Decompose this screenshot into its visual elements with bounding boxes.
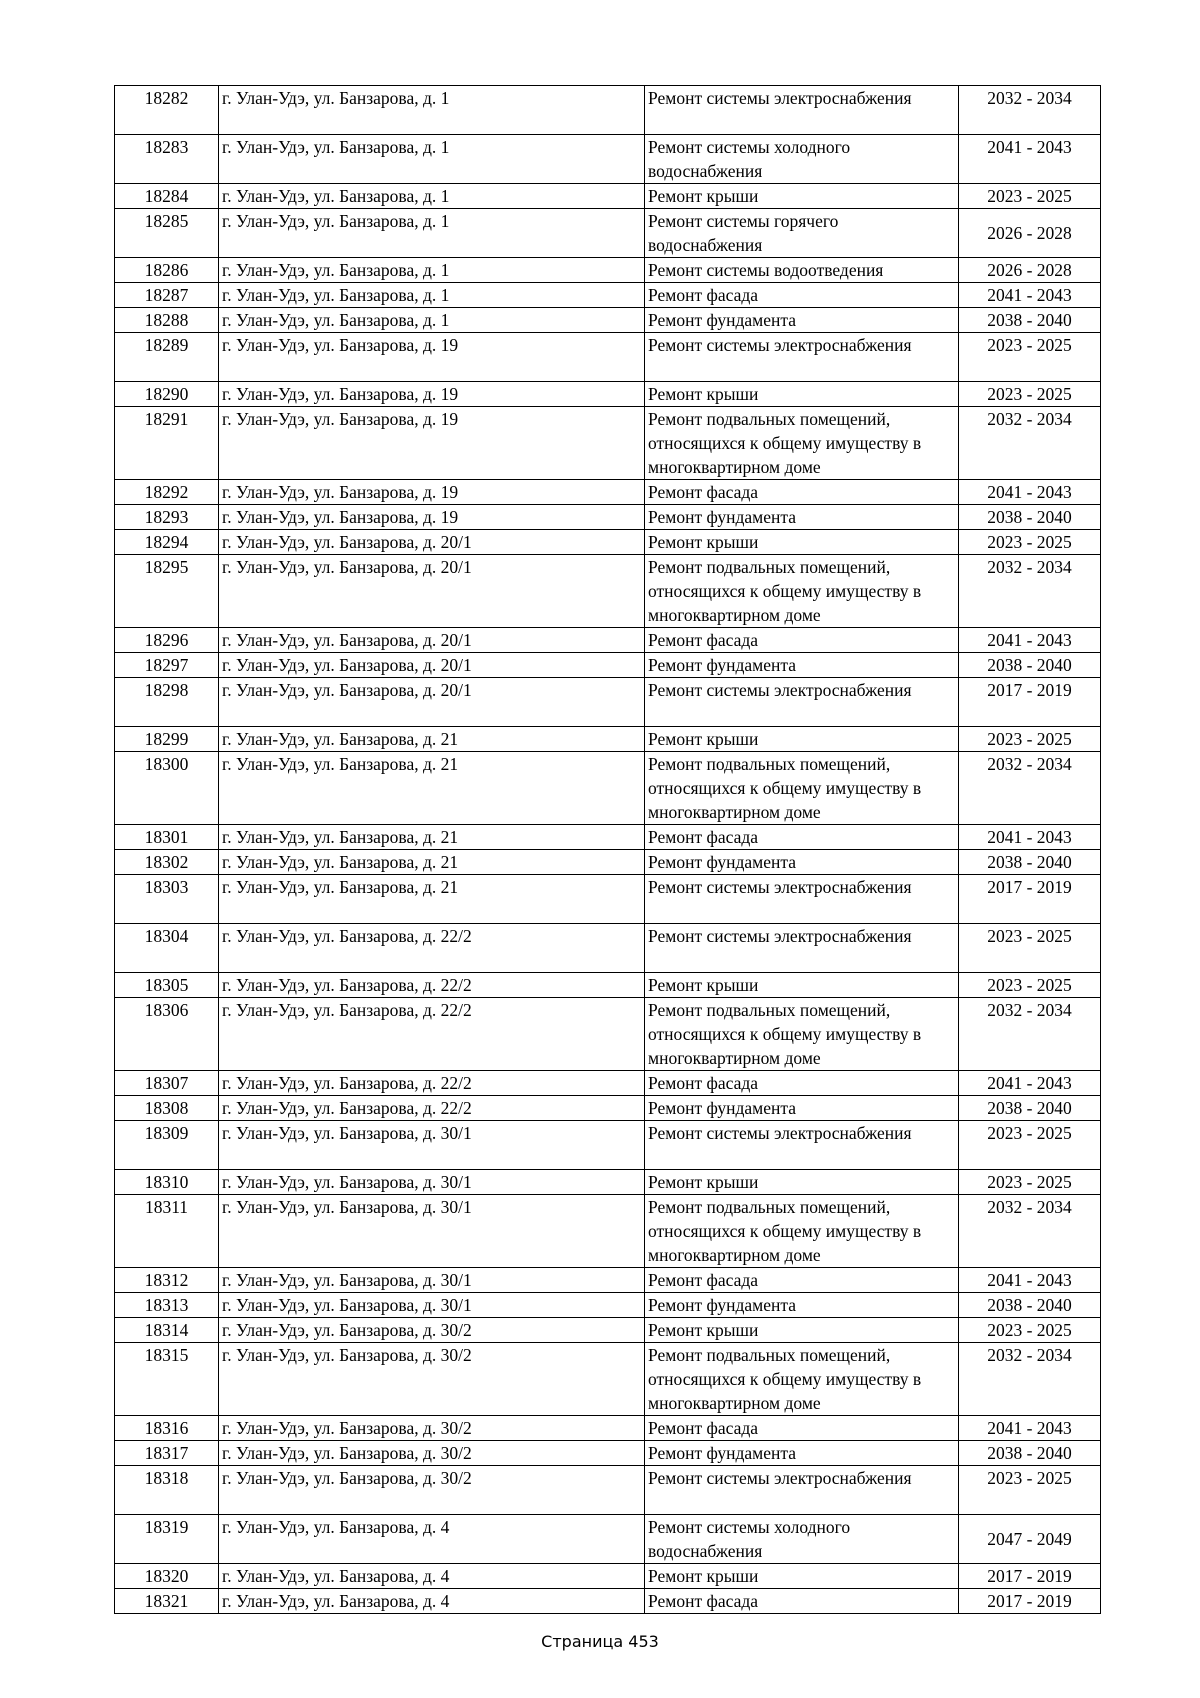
row-period: 2023 - 2025 [959, 530, 1101, 555]
row-number: 18285 [115, 209, 219, 258]
row-work-type: Ремонт крыши [645, 1564, 959, 1589]
table-row [115, 998, 1101, 1071]
row-number: 18312 [115, 1268, 219, 1293]
row-address: г. Улан-Удэ, ул. Банзарова, д. 30/2 [219, 1441, 645, 1466]
row-address: г. Улан-Удэ, ул. Банзарова, д. 30/1 [219, 1268, 645, 1293]
row-work-type: Ремонт фасада [645, 480, 959, 505]
row-number: 18292 [115, 480, 219, 505]
row-period: 2017 - 2019 [959, 875, 1101, 924]
row-work-type: Ремонт системы электроснабжения [645, 1121, 959, 1170]
row-period: 2023 - 2025 [959, 1170, 1101, 1195]
row-work-type: Ремонт крыши [645, 1170, 959, 1195]
table-row [115, 333, 1101, 382]
row-period: 2041 - 2043 [959, 283, 1101, 308]
row-address: г. Улан-Удэ, ул. Банзарова, д. 21 [219, 875, 645, 924]
table-row [115, 1268, 1101, 1293]
row-period: 2038 - 2040 [959, 505, 1101, 530]
row-period: 2038 - 2040 [959, 850, 1101, 875]
row-number: 18318 [115, 1466, 219, 1515]
row-period: 2023 - 2025 [959, 727, 1101, 752]
row-address: г. Улан-Удэ, ул. Банзарова, д. 1 [219, 283, 645, 308]
row-number: 18296 [115, 628, 219, 653]
row-period: 2041 - 2043 [959, 135, 1101, 184]
row-work-type: Ремонт фундамента [645, 850, 959, 875]
row-number: 18321 [115, 1589, 219, 1614]
row-address: г. Улан-Удэ, ул. Банзарова, д. 30/1 [219, 1170, 645, 1195]
row-work-type: Ремонт фасада [645, 1416, 959, 1441]
row-period: 2023 - 2025 [959, 1121, 1101, 1170]
row-work-type: Ремонт системы горячего водоснабжения [645, 209, 959, 258]
row-address: г. Улан-Удэ, ул. Банзарова, д. 1 [219, 135, 645, 184]
row-work-type: Ремонт системы электроснабжения [645, 875, 959, 924]
row-number: 18311 [115, 1195, 219, 1268]
row-number: 18290 [115, 382, 219, 407]
row-address: г. Улан-Удэ, ул. Банзарова, д. 4 [219, 1564, 645, 1589]
row-address: г. Улан-Удэ, ул. Банзарова, д. 30/2 [219, 1466, 645, 1515]
row-address: г. Улан-Удэ, ул. Банзарова, д. 22/2 [219, 998, 645, 1071]
row-number: 18317 [115, 1441, 219, 1466]
row-address: г. Улан-Удэ, ул. Банзарова, д. 1 [219, 308, 645, 333]
row-number: 18308 [115, 1096, 219, 1121]
row-work-type: Ремонт крыши [645, 973, 959, 998]
row-period: 2032 - 2034 [959, 1195, 1101, 1268]
row-work-type: Ремонт подвальных помещений, относящихся к общему имуществу в многоквартирном доме [645, 752, 959, 825]
row-period: 2032 - 2034 [959, 752, 1101, 825]
row-number: 18300 [115, 752, 219, 825]
row-number: 18297 [115, 653, 219, 678]
row-address: г. Улан-Удэ, ул. Банзарова, д. 21 [219, 825, 645, 850]
page-number: Страница 453 [541, 1632, 659, 1651]
row-work-type: Ремонт фундамента [645, 1096, 959, 1121]
row-address: г. Улан-Удэ, ул. Банзарова, д. 20/1 [219, 628, 645, 653]
row-number: 18320 [115, 1564, 219, 1589]
row-address: г. Улан-Удэ, ул. Банзарова, д. 20/1 [219, 678, 645, 727]
row-work-type: Ремонт системы электроснабжения [645, 678, 959, 727]
table-row [115, 678, 1101, 727]
row-period: 2032 - 2034 [959, 407, 1101, 480]
row-period: 2047 - 2049 [959, 1515, 1101, 1564]
row-address: г. Улан-Удэ, ул. Банзарова, д. 22/2 [219, 1096, 645, 1121]
row-number: 18284 [115, 184, 219, 209]
row-period: 2017 - 2019 [959, 678, 1101, 727]
row-number: 18286 [115, 258, 219, 283]
row-address: г. Улан-Удэ, ул. Банзарова, д. 20/1 [219, 530, 645, 555]
row-work-type: Ремонт системы электроснабжения [645, 924, 959, 973]
table-row [115, 1441, 1101, 1466]
row-address: г. Улан-Удэ, ул. Банзарова, д. 4 [219, 1515, 645, 1564]
capital-repair-table [114, 85, 1101, 1614]
row-period: 2038 - 2040 [959, 1096, 1101, 1121]
row-address: г. Улан-Удэ, ул. Банзарова, д. 30/2 [219, 1343, 645, 1416]
row-address: г. Улан-Удэ, ул. Банзарова, д. 19 [219, 382, 645, 407]
table-row [115, 924, 1101, 973]
row-address: г. Улан-Удэ, ул. Банзарова, д. 20/1 [219, 653, 645, 678]
row-number: 18309 [115, 1121, 219, 1170]
table-row [115, 1071, 1101, 1096]
row-period: 2026 - 2028 [959, 209, 1101, 258]
row-address: г. Улан-Удэ, ул. Банзарова, д. 22/2 [219, 1071, 645, 1096]
table-row [115, 480, 1101, 505]
row-address: г. Улан-Удэ, ул. Банзарова, д. 30/1 [219, 1195, 645, 1268]
row-period: 2032 - 2034 [959, 86, 1101, 135]
table-row [115, 628, 1101, 653]
row-number: 18319 [115, 1515, 219, 1564]
row-address: г. Улан-Удэ, ул. Банзарова, д. 19 [219, 407, 645, 480]
table-row [115, 1564, 1101, 1589]
row-work-type: Ремонт системы водоотведения [645, 258, 959, 283]
row-work-type: Ремонт крыши [645, 382, 959, 407]
table-row [115, 1515, 1101, 1564]
row-period: 2017 - 2019 [959, 1564, 1101, 1589]
row-work-type: Ремонт крыши [645, 530, 959, 555]
row-address: г. Улан-Удэ, ул. Банзарова, д. 21 [219, 752, 645, 825]
table-row [115, 1318, 1101, 1343]
row-period: 2023 - 2025 [959, 333, 1101, 382]
row-number: 18301 [115, 825, 219, 850]
table-row [115, 407, 1101, 480]
table-row [115, 973, 1101, 998]
row-work-type: Ремонт фундамента [645, 308, 959, 333]
table-row [115, 258, 1101, 283]
table-row [115, 184, 1101, 209]
row-period: 2038 - 2040 [959, 308, 1101, 333]
row-work-type: Ремонт подвальных помещений, относящихся к общему имуществу в многоквартирном доме [645, 1195, 959, 1268]
row-work-type: Ремонт фасада [645, 1589, 959, 1614]
table-row [115, 1170, 1101, 1195]
table-row [115, 86, 1101, 135]
row-work-type: Ремонт фундамента [645, 653, 959, 678]
table-row [115, 727, 1101, 752]
row-number: 18299 [115, 727, 219, 752]
row-number: 18283 [115, 135, 219, 184]
row-work-type: Ремонт крыши [645, 727, 959, 752]
table-row [115, 653, 1101, 678]
table-row [115, 825, 1101, 850]
row-period: 2032 - 2034 [959, 1343, 1101, 1416]
row-number: 18291 [115, 407, 219, 480]
row-address: г. Улан-Удэ, ул. Банзарова, д. 21 [219, 850, 645, 875]
row-period: 2023 - 2025 [959, 973, 1101, 998]
row-number: 18282 [115, 86, 219, 135]
table-row [115, 530, 1101, 555]
row-number: 18289 [115, 333, 219, 382]
row-address: г. Улан-Удэ, ул. Банзарова, д. 30/1 [219, 1293, 645, 1318]
table-row [115, 555, 1101, 628]
row-period: 2023 - 2025 [959, 382, 1101, 407]
table-row [115, 209, 1101, 258]
row-period: 2041 - 2043 [959, 480, 1101, 505]
row-work-type: Ремонт системы холодного водоснабжения [645, 135, 959, 184]
table-row [115, 850, 1101, 875]
row-address: г. Улан-Удэ, ул. Банзарова, д. 4 [219, 1589, 645, 1614]
table-row [115, 1293, 1101, 1318]
row-work-type: Ремонт фундамента [645, 1293, 959, 1318]
table-row [115, 752, 1101, 825]
row-work-type: Ремонт фасада [645, 283, 959, 308]
row-period: 2023 - 2025 [959, 924, 1101, 973]
row-number: 18298 [115, 678, 219, 727]
row-address: г. Улан-Удэ, ул. Банзарова, д. 22/2 [219, 973, 645, 998]
row-period: 2023 - 2025 [959, 1318, 1101, 1343]
row-number: 18314 [115, 1318, 219, 1343]
row-address: г. Улан-Удэ, ул. Банзарова, д. 30/2 [219, 1416, 645, 1441]
row-work-type: Ремонт системы электроснабжения [645, 86, 959, 135]
row-address: г. Улан-Удэ, ул. Банзарова, д. 20/1 [219, 555, 645, 628]
row-number: 18303 [115, 875, 219, 924]
row-work-type: Ремонт подвальных помещений, относящихся к общему имуществу в многоквартирном доме [645, 998, 959, 1071]
row-period: 2038 - 2040 [959, 1293, 1101, 1318]
table-row [115, 1589, 1101, 1614]
row-number: 18287 [115, 283, 219, 308]
row-work-type: Ремонт крыши [645, 184, 959, 209]
table-row [115, 283, 1101, 308]
row-address: г. Улан-Удэ, ул. Банзарова, д. 1 [219, 86, 645, 135]
row-number: 18316 [115, 1416, 219, 1441]
row-number: 18302 [115, 850, 219, 875]
row-work-type: Ремонт крыши [645, 1318, 959, 1343]
row-period: 2041 - 2043 [959, 825, 1101, 850]
row-number: 18306 [115, 998, 219, 1071]
table-body [115, 86, 1101, 1614]
row-number: 18304 [115, 924, 219, 973]
row-period: 2038 - 2040 [959, 653, 1101, 678]
table-row [115, 1096, 1101, 1121]
row-period: 2038 - 2040 [959, 1441, 1101, 1466]
table-row [115, 1195, 1101, 1268]
row-period: 2032 - 2034 [959, 998, 1101, 1071]
row-number: 18294 [115, 530, 219, 555]
row-address: г. Улан-Удэ, ул. Банзарова, д. 22/2 [219, 924, 645, 973]
row-period: 2023 - 2025 [959, 184, 1101, 209]
row-address: г. Улан-Удэ, ул. Банзарова, д. 1 [219, 258, 645, 283]
row-address: г. Улан-Удэ, ул. Банзарова, д. 30/2 [219, 1318, 645, 1343]
row-number: 18313 [115, 1293, 219, 1318]
row-work-type: Ремонт фасада [645, 628, 959, 653]
row-address: г. Улан-Удэ, ул. Банзарова, д. 19 [219, 505, 645, 530]
row-period: 2017 - 2019 [959, 1589, 1101, 1614]
row-period: 2041 - 2043 [959, 1071, 1101, 1096]
row-work-type: Ремонт подвальных помещений, относящихся к общему имуществу в многоквартирном доме [645, 1343, 959, 1416]
row-work-type: Ремонт фундамента [645, 505, 959, 530]
row-period: 2026 - 2028 [959, 258, 1101, 283]
row-work-type: Ремонт подвальных помещений, относящихся к общему имуществу в многоквартирном доме [645, 407, 959, 480]
table-row [115, 308, 1101, 333]
row-period: 2041 - 2043 [959, 628, 1101, 653]
row-work-type: Ремонт фасада [645, 825, 959, 850]
row-period: 2041 - 2043 [959, 1268, 1101, 1293]
table-row [115, 1343, 1101, 1416]
row-work-type: Ремонт системы холодного водоснабжения [645, 1515, 959, 1564]
row-number: 18288 [115, 308, 219, 333]
row-address: г. Улан-Удэ, ул. Банзарова, д. 30/1 [219, 1121, 645, 1170]
table-row [115, 1121, 1101, 1170]
table-row [115, 875, 1101, 924]
row-address: г. Улан-Удэ, ул. Банзарова, д. 1 [219, 209, 645, 258]
row-period: 2041 - 2043 [959, 1416, 1101, 1441]
row-period: 2032 - 2034 [959, 555, 1101, 628]
row-work-type: Ремонт системы электроснабжения [645, 333, 959, 382]
table-row [115, 505, 1101, 530]
row-number: 18307 [115, 1071, 219, 1096]
row-address: г. Улан-Удэ, ул. Банзарова, д. 19 [219, 480, 645, 505]
table-row [115, 1416, 1101, 1441]
row-number: 18310 [115, 1170, 219, 1195]
table-row [115, 1466, 1101, 1515]
table-row [115, 382, 1101, 407]
table-row [115, 135, 1101, 184]
row-number: 18315 [115, 1343, 219, 1416]
row-address: г. Улан-Удэ, ул. Банзарова, д. 21 [219, 727, 645, 752]
row-address: г. Улан-Удэ, ул. Банзарова, д. 1 [219, 184, 645, 209]
row-work-type: Ремонт системы электроснабжения [645, 1466, 959, 1515]
row-period: 2023 - 2025 [959, 1466, 1101, 1515]
row-address: г. Улан-Удэ, ул. Банзарова, д. 19 [219, 333, 645, 382]
row-number: 18305 [115, 973, 219, 998]
row-work-type: Ремонт подвальных помещений, относящихся к общему имуществу в многоквартирном доме [645, 555, 959, 628]
row-number: 18295 [115, 555, 219, 628]
row-work-type: Ремонт фасада [645, 1071, 959, 1096]
row-number: 18293 [115, 505, 219, 530]
row-work-type: Ремонт фасада [645, 1268, 959, 1293]
row-work-type: Ремонт фундамента [645, 1441, 959, 1466]
